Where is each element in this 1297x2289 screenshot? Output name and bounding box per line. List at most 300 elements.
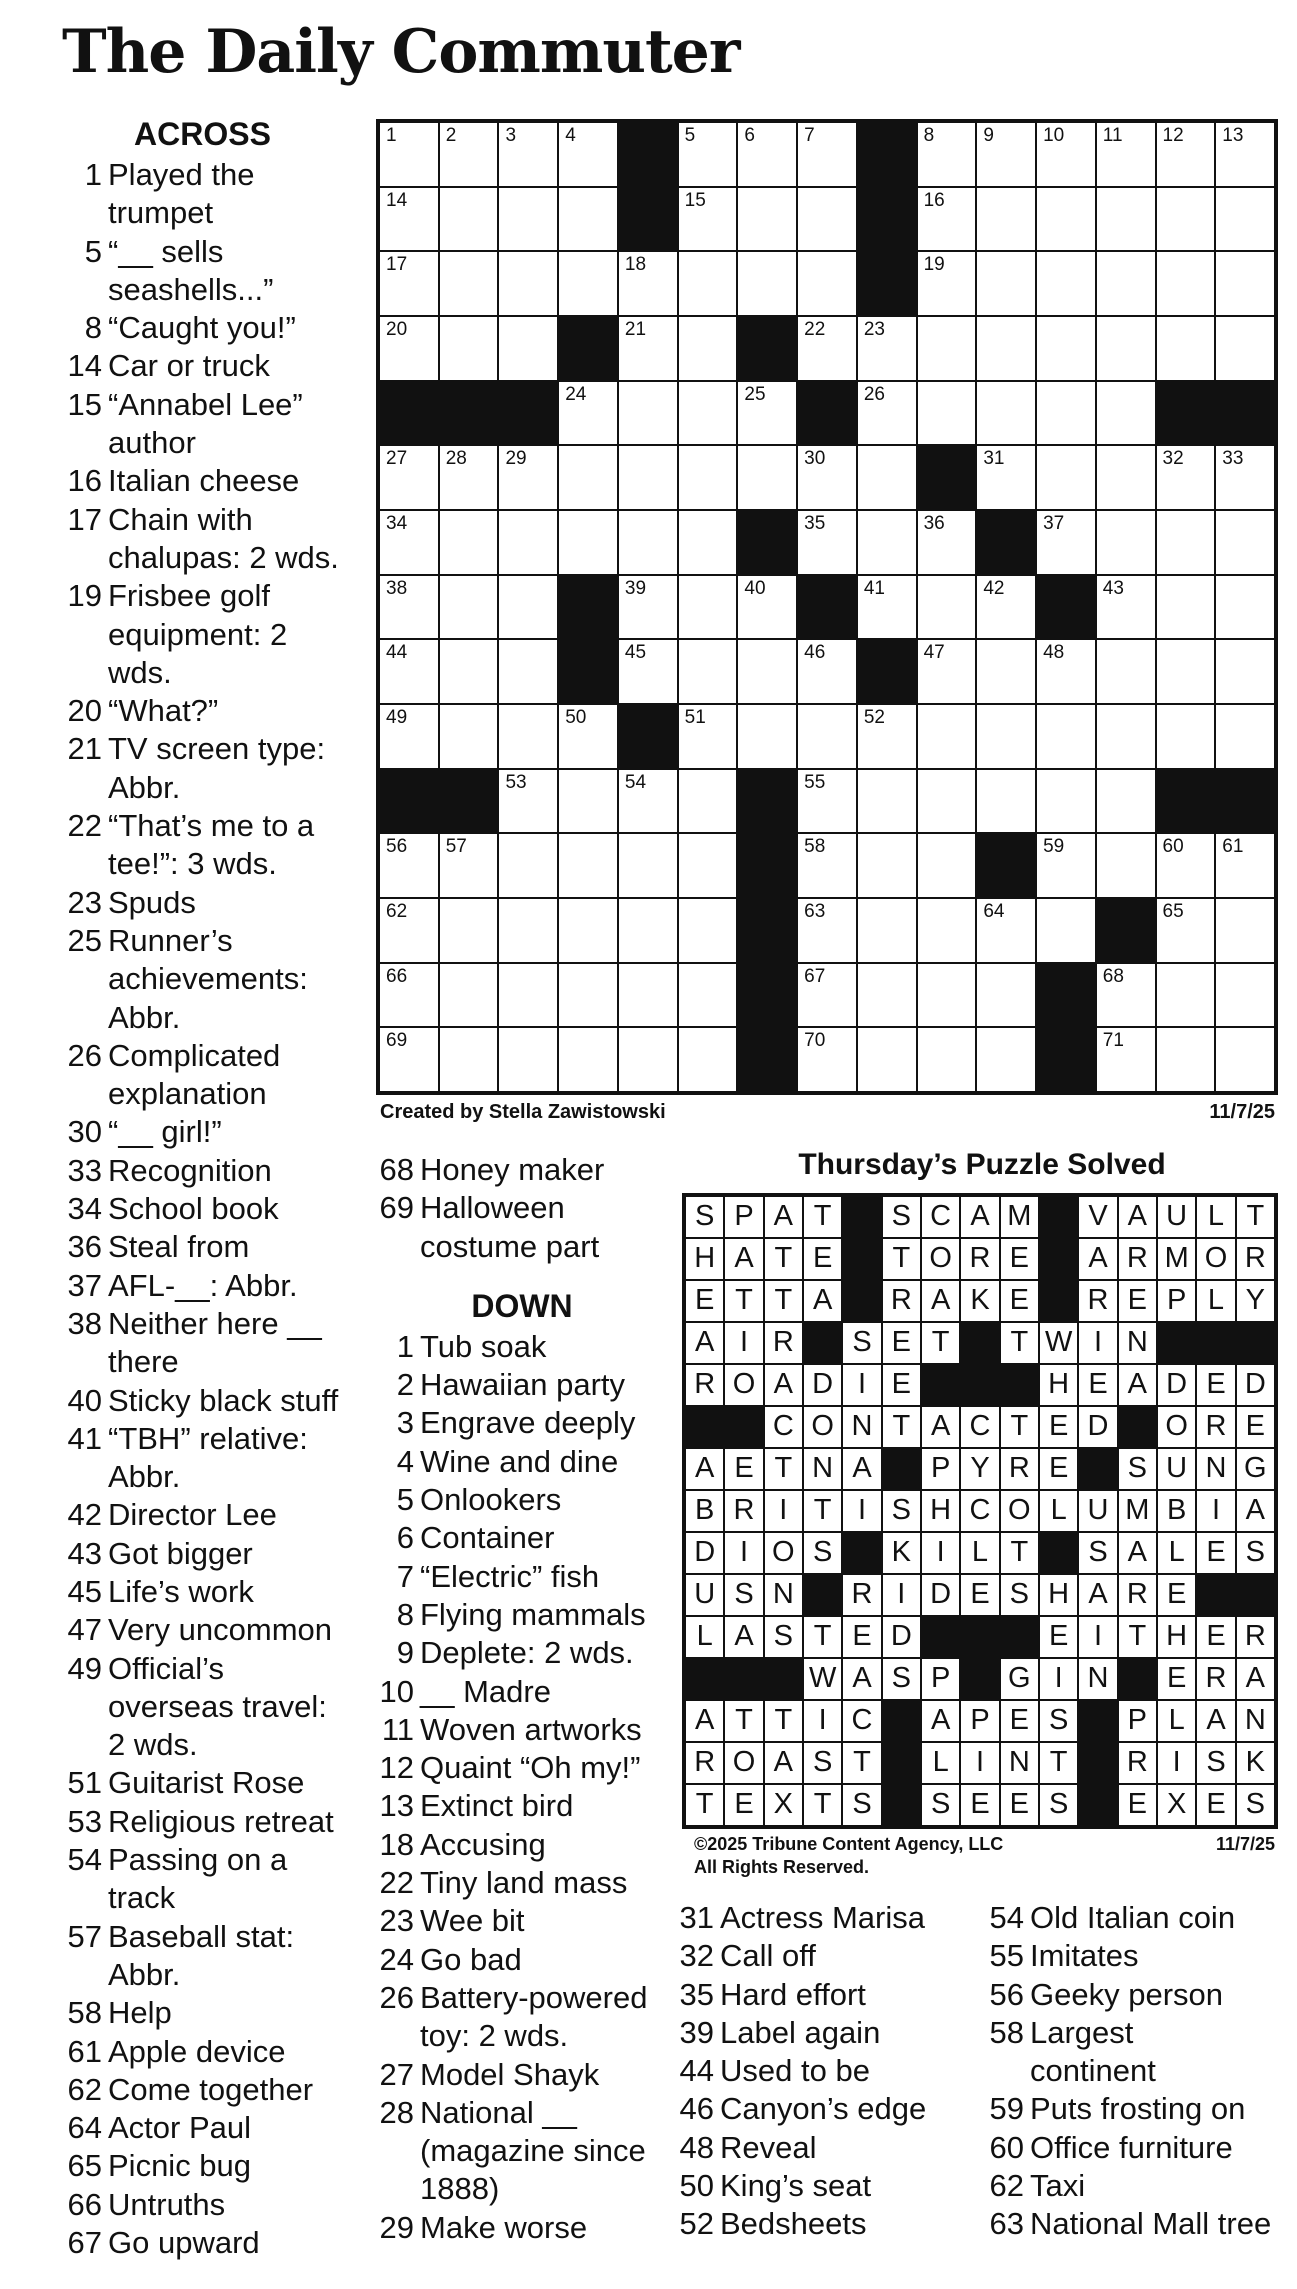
grid-cell[interactable] xyxy=(1215,639,1275,704)
grid-cell[interactable] xyxy=(857,769,917,834)
grid-cell[interactable] xyxy=(678,769,738,834)
solution-cell xyxy=(1000,1448,1039,1490)
grid-cell[interactable] xyxy=(737,187,797,252)
grid-cell[interactable] xyxy=(379,898,439,963)
clue-number xyxy=(60,845,102,883)
solution-cell xyxy=(960,1742,999,1784)
grid-cell[interactable] xyxy=(1036,833,1096,898)
grid-cell[interactable] xyxy=(558,381,618,446)
clue-line xyxy=(372,1673,672,1711)
clue-line xyxy=(372,1826,672,1864)
solution-letter: T xyxy=(931,1326,950,1358)
clue-number xyxy=(372,1228,414,1266)
grid-cell[interactable] xyxy=(1215,122,1275,187)
grid-cell[interactable] xyxy=(797,316,857,381)
grid-cell[interactable] xyxy=(618,963,678,1028)
solution-cell xyxy=(1157,1616,1196,1658)
grid-cell[interactable] xyxy=(558,187,618,252)
grid-cell[interactable] xyxy=(1156,898,1216,963)
grid-cell[interactable] xyxy=(678,316,738,381)
grid-cell[interactable] xyxy=(439,898,499,963)
solution-cell xyxy=(1000,1574,1039,1616)
grid-cell[interactable] xyxy=(1215,704,1275,769)
solution-black-square xyxy=(842,1532,881,1574)
grid-cell[interactable] xyxy=(857,510,917,575)
grid-cell[interactable] xyxy=(917,187,977,252)
grid-cell[interactable] xyxy=(857,1027,917,1092)
grid-cell[interactable] xyxy=(678,575,738,640)
grid-cell[interactable] xyxy=(857,704,917,769)
grid-cell[interactable] xyxy=(1096,251,1156,316)
solution-letter: I xyxy=(779,1494,788,1526)
grid-cell[interactable] xyxy=(976,122,1036,187)
grid-cell[interactable] xyxy=(1156,445,1216,510)
clue-line xyxy=(60,1496,345,1534)
solution-cell xyxy=(803,1238,842,1280)
solution-letter: P xyxy=(734,1200,754,1232)
grid-cell[interactable] xyxy=(678,251,738,316)
grid-cell[interactable] xyxy=(1096,575,1156,640)
grid-cell[interactable] xyxy=(558,122,618,187)
grid-cell[interactable] xyxy=(917,381,977,446)
clue-line xyxy=(60,730,345,768)
solution-letter: M xyxy=(1164,1242,1189,1274)
grid-cell[interactable] xyxy=(976,898,1036,963)
grid-cell[interactable] xyxy=(917,704,977,769)
clue-number: 26 xyxy=(67,1037,102,1073)
solution-letter: E xyxy=(694,1284,715,1316)
grid-cell[interactable] xyxy=(498,639,558,704)
solution-cell xyxy=(1236,1490,1275,1532)
clue-text: Puts frosting on xyxy=(1030,2091,1246,2127)
grid-cell[interactable] xyxy=(1096,963,1156,1028)
solution-cell xyxy=(960,1700,999,1742)
grid-cell[interactable] xyxy=(797,898,857,963)
grid-cell[interactable] xyxy=(857,833,917,898)
clue-number: 55 xyxy=(989,1938,1024,1974)
grid-cell[interactable] xyxy=(857,381,917,446)
grid-cell[interactable] xyxy=(1156,251,1216,316)
grid-cell[interactable] xyxy=(1156,510,1216,575)
solution-cell xyxy=(960,1406,999,1448)
grid-cell[interactable] xyxy=(1215,445,1275,510)
grid-cell[interactable] xyxy=(498,704,558,769)
grid-cell[interactable] xyxy=(797,963,857,1028)
black-square xyxy=(558,316,618,381)
grid-cell[interactable] xyxy=(976,963,1036,1028)
grid-cell[interactable] xyxy=(498,445,558,510)
grid-cell[interactable] xyxy=(1215,187,1275,252)
grid-cell[interactable] xyxy=(618,381,678,446)
grid-cell[interactable] xyxy=(379,639,439,704)
clue-text: “That’s me to a xyxy=(108,808,315,844)
solution-cell xyxy=(1196,1406,1235,1448)
grid-cell[interactable] xyxy=(1096,704,1156,769)
grid-cell[interactable] xyxy=(379,122,439,187)
solution-letter: E xyxy=(1245,1410,1265,1442)
grid-cell[interactable] xyxy=(1096,1027,1156,1092)
solution-cell xyxy=(1157,1448,1196,1490)
solution-cell xyxy=(685,1700,724,1742)
grid-cell[interactable] xyxy=(439,122,499,187)
grid-cell[interactable] xyxy=(917,963,977,1028)
solution-letter: T xyxy=(813,1788,832,1820)
grid-cell[interactable] xyxy=(1096,769,1156,834)
grid-cell[interactable] xyxy=(1215,510,1275,575)
grid-cell[interactable] xyxy=(558,445,618,510)
crossword-grid[interactable] xyxy=(376,119,1278,1095)
grid-cell[interactable] xyxy=(1215,251,1275,316)
grid-cell[interactable] xyxy=(917,1027,977,1092)
clue-number: 35 xyxy=(679,1976,714,2012)
grid-cell[interactable] xyxy=(1036,316,1096,381)
grid-cell[interactable] xyxy=(1036,187,1096,252)
grid-cell[interactable] xyxy=(1096,316,1156,381)
grid-cell[interactable] xyxy=(439,510,499,575)
clue-number: 23 xyxy=(379,1903,414,1939)
grid-cell[interactable] xyxy=(498,833,558,898)
grid-cell[interactable] xyxy=(439,963,499,1028)
grid-cell[interactable] xyxy=(917,251,977,316)
solution-letter: E xyxy=(891,1368,911,1400)
grid-cell[interactable] xyxy=(678,510,738,575)
black-square xyxy=(618,704,678,769)
clue-line xyxy=(60,1764,345,1802)
clue-line xyxy=(60,884,345,922)
grid-cell[interactable] xyxy=(379,704,439,769)
solution-black-square xyxy=(960,1364,999,1406)
grid-cell[interactable] xyxy=(1036,639,1096,704)
solution-cell xyxy=(1000,1322,1039,1364)
grid-cell[interactable] xyxy=(439,704,499,769)
grid-cell[interactable] xyxy=(1156,575,1216,640)
solution-letter: E xyxy=(1088,1368,1108,1400)
grid-cell[interactable] xyxy=(857,445,917,510)
cell-number: 28 xyxy=(445,448,467,470)
grid-cell[interactable] xyxy=(558,1027,618,1092)
grid-cell[interactable] xyxy=(379,833,439,898)
solution-cell xyxy=(1039,1322,1078,1364)
solution-letter: S xyxy=(930,1788,951,1820)
solution-letter: O xyxy=(732,1746,756,1778)
grid-cell[interactable] xyxy=(678,1027,738,1092)
clue-text: continent xyxy=(1030,2053,1156,2089)
grid-cell[interactable] xyxy=(618,639,678,704)
grid-cell[interactable] xyxy=(1215,898,1275,963)
grid-cell[interactable] xyxy=(678,122,738,187)
grid-cell[interactable] xyxy=(1215,963,1275,1028)
solution-letter: S xyxy=(891,1200,911,1232)
grid-cell[interactable] xyxy=(797,445,857,510)
grid-cell[interactable] xyxy=(678,963,738,1028)
grid-cell[interactable] xyxy=(498,251,558,316)
clue-line xyxy=(982,2129,1282,2167)
grid-cell[interactable] xyxy=(737,445,797,510)
grid-cell[interactable] xyxy=(498,898,558,963)
cell-number: 2 xyxy=(445,125,457,146)
solution-black-square xyxy=(1000,1364,1039,1406)
solution-cell xyxy=(882,1574,921,1616)
grid-cell[interactable] xyxy=(917,769,977,834)
grid-cell[interactable] xyxy=(797,833,857,898)
grid-cell[interactable] xyxy=(439,575,499,640)
black-square xyxy=(558,639,618,704)
grid-cell[interactable] xyxy=(976,251,1036,316)
solution-letter: R xyxy=(1244,1620,1266,1652)
solution-cell xyxy=(1078,1280,1117,1322)
grid-cell[interactable] xyxy=(558,510,618,575)
grid-cell[interactable] xyxy=(1096,639,1156,704)
solution-letter: T xyxy=(695,1788,714,1820)
grid-cell[interactable] xyxy=(678,187,738,252)
grid-cell[interactable] xyxy=(498,963,558,1028)
grid-cell[interactable] xyxy=(1036,251,1096,316)
grid-cell[interactable] xyxy=(379,575,439,640)
grid-cell[interactable] xyxy=(797,510,857,575)
grid-cell[interactable] xyxy=(737,639,797,704)
grid-cell[interactable] xyxy=(976,575,1036,640)
grid-cell[interactable] xyxy=(976,187,1036,252)
grid-cell[interactable] xyxy=(558,251,618,316)
solution-letter: S xyxy=(694,1200,715,1232)
solution-cell xyxy=(1000,1700,1039,1742)
grid-cell[interactable] xyxy=(797,1027,857,1092)
solution-letter: A xyxy=(1127,1368,1147,1400)
grid-cell[interactable] xyxy=(917,316,977,381)
clue-line xyxy=(372,1787,672,1825)
solution-letter: H xyxy=(1166,1620,1188,1652)
solution-cell xyxy=(764,1490,803,1532)
grid-cell[interactable] xyxy=(976,445,1036,510)
grid-cell[interactable] xyxy=(498,122,558,187)
grid-cell[interactable] xyxy=(797,769,857,834)
solution-cell xyxy=(1078,1322,1117,1364)
grid-cell[interactable] xyxy=(1156,963,1216,1028)
clue-number: 11 xyxy=(381,1711,414,1747)
grid-cell[interactable] xyxy=(917,510,977,575)
grid-cell[interactable] xyxy=(1156,1027,1216,1092)
clue-line xyxy=(372,2132,672,2170)
grid-cell[interactable] xyxy=(498,316,558,381)
grid-cell[interactable] xyxy=(797,187,857,252)
grid-cell[interactable] xyxy=(439,445,499,510)
grid-cell[interactable] xyxy=(857,898,917,963)
grid-cell[interactable] xyxy=(498,769,558,834)
grid-cell[interactable] xyxy=(797,704,857,769)
grid-cell[interactable] xyxy=(797,639,857,704)
grid-cell[interactable] xyxy=(558,833,618,898)
grid-cell[interactable] xyxy=(1096,445,1156,510)
grid-cell[interactable] xyxy=(439,639,499,704)
grid-cell[interactable] xyxy=(379,187,439,252)
grid-cell[interactable] xyxy=(1096,187,1156,252)
grid-cell[interactable] xyxy=(618,1027,678,1092)
grid-cell[interactable] xyxy=(439,1027,499,1092)
solution-cell xyxy=(685,1322,724,1364)
grid-cell[interactable] xyxy=(618,833,678,898)
grid-cell[interactable] xyxy=(439,833,499,898)
grid-cell[interactable] xyxy=(1156,122,1216,187)
clue-line xyxy=(372,1443,672,1481)
grid-cell[interactable] xyxy=(618,316,678,381)
solution-cell xyxy=(1157,1490,1196,1532)
grid-cell[interactable] xyxy=(1096,122,1156,187)
grid-cell[interactable] xyxy=(498,187,558,252)
grid-cell[interactable] xyxy=(1215,316,1275,381)
grid-cell[interactable] xyxy=(1156,704,1216,769)
grid-cell[interactable] xyxy=(498,510,558,575)
clue-text: Onlookers xyxy=(420,1482,562,1518)
grid-cell[interactable] xyxy=(678,704,738,769)
grid-cell[interactable] xyxy=(1036,769,1096,834)
grid-cell[interactable] xyxy=(857,963,917,1028)
solution-cell xyxy=(1196,1238,1235,1280)
clue-text: Official’s xyxy=(108,1650,225,1686)
grid-cell[interactable] xyxy=(976,381,1036,446)
clue-line xyxy=(372,1749,672,1787)
clue-number: 15 xyxy=(67,386,102,422)
cell-number: 41 xyxy=(863,577,885,599)
clue-text: __ Madre xyxy=(420,1673,551,1709)
grid-cell[interactable] xyxy=(379,316,439,381)
grid-cell[interactable] xyxy=(1215,833,1275,898)
black-square xyxy=(618,122,678,187)
clue-text: overseas travel: xyxy=(108,1688,327,1724)
grid-cell[interactable] xyxy=(379,963,439,1028)
grid-cell[interactable] xyxy=(379,445,439,510)
grid-cell[interactable] xyxy=(1096,833,1156,898)
solution-letter: E xyxy=(734,1788,754,1820)
solution-black-square xyxy=(1118,1658,1157,1700)
grid-cell[interactable] xyxy=(917,833,977,898)
solution-letter: M xyxy=(1125,1494,1150,1526)
solution-letter: E xyxy=(1166,1662,1187,1694)
grid-cell[interactable] xyxy=(976,769,1036,834)
clue-number xyxy=(60,1879,102,1917)
solution-cell xyxy=(803,1700,842,1742)
grid-cell[interactable] xyxy=(439,187,499,252)
grid-cell[interactable] xyxy=(558,963,618,1028)
solution-cell xyxy=(803,1532,842,1574)
grid-cell[interactable] xyxy=(737,704,797,769)
solution-letter: A xyxy=(694,1704,715,1736)
grid-cell[interactable] xyxy=(737,575,797,640)
grid-cell[interactable] xyxy=(737,122,797,187)
grid-cell[interactable] xyxy=(1156,639,1216,704)
grid-cell[interactable] xyxy=(678,381,738,446)
black-square xyxy=(797,575,857,640)
grid-cell[interactable] xyxy=(1156,833,1216,898)
grid-cell[interactable] xyxy=(558,769,618,834)
clue-line xyxy=(60,1726,345,1764)
grid-cell[interactable] xyxy=(498,575,558,640)
grid-cell[interactable] xyxy=(857,316,917,381)
clue-number: 2 xyxy=(396,1367,414,1403)
solution-letter: E xyxy=(1127,1788,1147,1820)
grid-cell[interactable] xyxy=(917,639,977,704)
solution-letter: T xyxy=(813,1620,832,1652)
grid-cell[interactable] xyxy=(1156,316,1216,381)
grid-cell[interactable] xyxy=(439,251,499,316)
grid-cell[interactable] xyxy=(618,898,678,963)
clue-line xyxy=(60,2147,345,2185)
clue-number xyxy=(60,616,102,654)
grid-cell[interactable] xyxy=(618,445,678,510)
grid-cell[interactable] xyxy=(917,122,977,187)
clue-text: “__ girl!” xyxy=(108,1114,222,1150)
grid-cell[interactable] xyxy=(498,1027,558,1092)
grid-cell[interactable] xyxy=(1096,381,1156,446)
grid-cell[interactable] xyxy=(797,122,857,187)
solution-letter: A xyxy=(1245,1662,1265,1694)
grid-cell[interactable] xyxy=(678,833,738,898)
grid-cell[interactable] xyxy=(976,316,1036,381)
grid-cell[interactable] xyxy=(976,639,1036,704)
solution-letter: A xyxy=(1206,1704,1226,1736)
grid-cell[interactable] xyxy=(618,575,678,640)
grid-cell[interactable] xyxy=(1036,381,1096,446)
solution-letter: A xyxy=(1127,1536,1147,1568)
grid-cell[interactable] xyxy=(618,769,678,834)
solution-cell xyxy=(1196,1700,1235,1742)
solution-cell xyxy=(1000,1280,1039,1322)
solution-cell xyxy=(1236,1406,1275,1448)
grid-cell[interactable] xyxy=(917,898,977,963)
grid-cell[interactable] xyxy=(917,575,977,640)
solution-cell xyxy=(1039,1406,1078,1448)
grid-cell[interactable] xyxy=(558,704,618,769)
solution-letter: O xyxy=(811,1410,834,1442)
grid-cell[interactable] xyxy=(1036,510,1096,575)
grid-cell[interactable] xyxy=(678,445,738,510)
solution-letter: D xyxy=(1087,1410,1109,1442)
grid-cell[interactable] xyxy=(737,381,797,446)
grid-cell[interactable] xyxy=(439,316,499,381)
grid-cell[interactable] xyxy=(618,251,678,316)
grid-cell[interactable] xyxy=(1036,704,1096,769)
grid-cell[interactable] xyxy=(558,898,618,963)
grid-cell[interactable] xyxy=(1156,187,1216,252)
clue-number: 3 xyxy=(396,1405,414,1441)
solution-letter: O xyxy=(1165,1410,1188,1442)
clue-text: Hawaiian party xyxy=(420,1367,626,1403)
grid-cell[interactable] xyxy=(618,510,678,575)
grid-cell[interactable] xyxy=(976,704,1036,769)
grid-cell[interactable] xyxy=(797,251,857,316)
solution-cell xyxy=(842,1574,881,1616)
grid-cell[interactable] xyxy=(678,639,738,704)
grid-cell[interactable] xyxy=(1215,1027,1275,1092)
grid-cell[interactable] xyxy=(737,251,797,316)
grid-cell[interactable] xyxy=(379,251,439,316)
solution-black-square xyxy=(1039,1196,1078,1238)
grid-cell[interactable] xyxy=(1036,445,1096,510)
grid-cell[interactable] xyxy=(1036,898,1096,963)
grid-cell[interactable] xyxy=(976,1027,1036,1092)
grid-cell[interactable] xyxy=(1036,122,1096,187)
grid-cell[interactable] xyxy=(379,510,439,575)
solution-cell xyxy=(1078,1658,1117,1700)
solution-letter: A xyxy=(930,1284,951,1316)
grid-cell[interactable] xyxy=(379,1027,439,1092)
grid-cell[interactable] xyxy=(1096,510,1156,575)
clue-number xyxy=(60,1458,102,1496)
grid-cell[interactable] xyxy=(678,898,738,963)
solution-letter: S xyxy=(852,1788,872,1820)
solution-cell xyxy=(1196,1616,1235,1658)
grid-cell[interactable] xyxy=(857,575,917,640)
grid-cell[interactable] xyxy=(1215,575,1275,640)
